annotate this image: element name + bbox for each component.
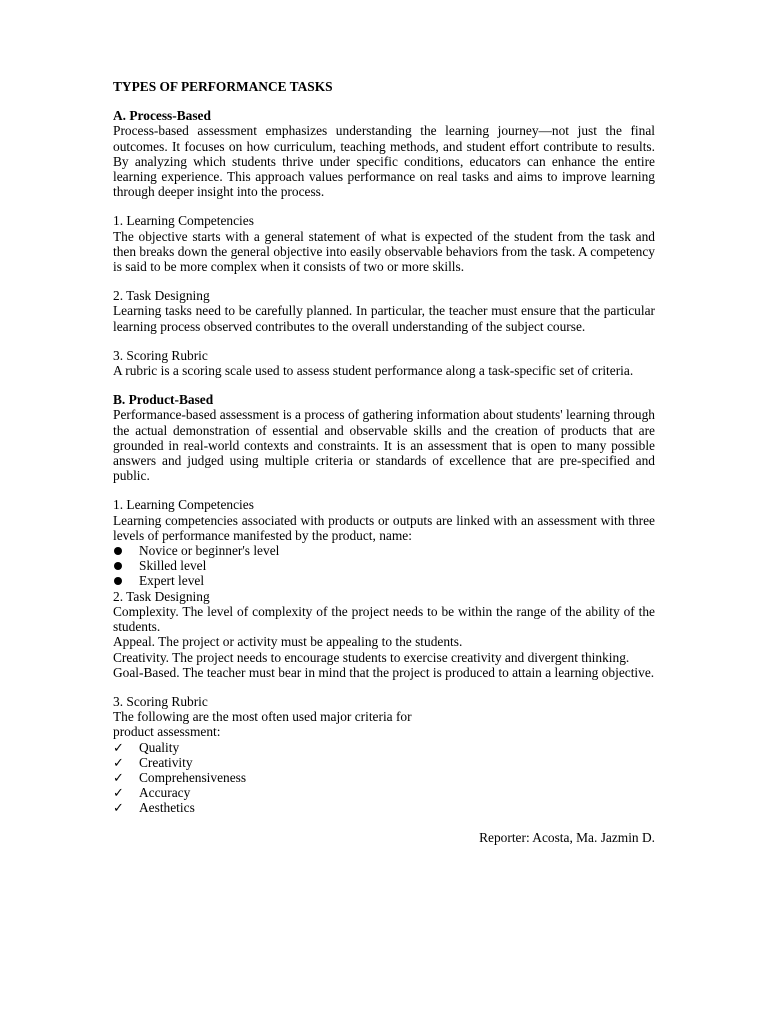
section-a-heading: A. Process-Based [113, 108, 211, 124]
list-item: ✓ Accuracy [113, 785, 191, 801]
section-a-intro: Process-based assessment emphasizes understanding the learning journey—not just the final outcomes. It focuses on how curriculum, teaching methods, and student effort contribute to results. By analyzing which students thrive under specific conditions, educators can enhance the entire learning experience. This approach values performance on real tasks and aims to improve learning through deeper insight into the process. [113, 123, 655, 200]
reporter-credit: Reporter: Acosta, Ma. Jazmin D. [479, 829, 655, 845]
section-b-heading: B. Product-Based [113, 392, 214, 408]
check-mark-icon: ✓ [113, 754, 124, 770]
section-b-designing-heading: 2. Task Designing [113, 588, 210, 604]
list-item: ✓ Creativity [113, 754, 193, 770]
design-item-complexity: Complexity. The level of complexity of the project needs to be within the range of the ability of the students. [113, 603, 655, 635]
section-a-rubric-heading: 3. Scoring Rubric [113, 347, 208, 363]
criteria-list [113, 740, 655, 816]
list-item: ✓ Aesthetics [113, 800, 195, 816]
list-item: Expert level [113, 573, 655, 588]
bullet-icon [114, 577, 122, 585]
section-b-rubric-line2: product assessment: [113, 724, 221, 740]
list-item: Novice or beginner's level [113, 543, 655, 558]
section-b-competencies-text: Learning competencies associated with products or outputs are linked with an assessment with three levels of performance manifested by the product, name: [113, 512, 655, 543]
design-item-goal-based: Goal-Based. The teacher must bear in mind that the project is produced to attain a learning objective. [113, 664, 655, 680]
performance-levels-list [113, 543, 655, 589]
section-product-based [113, 392, 655, 815]
design-item-creativity: Creativity. The project needs to encourage students to exercise creativity and divergent thinking. [113, 649, 630, 665]
check-mark-icon: ✓ [113, 739, 124, 755]
document-body [113, 79, 655, 845]
section-a-competencies-text: The objective starts with a general statement of what is expected of the student from the task and then breaks down the general objective into easily observable behaviors from the task. A competency is said to be more complex when it consists of two or more skills. [113, 228, 655, 275]
bullet-icon [114, 562, 122, 570]
design-item-appeal: Appeal. The project or activity must be appealing to the students. [113, 634, 463, 650]
check-mark-icon: ✓ [113, 785, 124, 801]
list-item: ✓ Quality [113, 739, 180, 755]
list-item: ✓ Comprehensiveness [113, 769, 247, 785]
bullet-icon [114, 547, 122, 555]
section-a-designing-text: Learning tasks need to be carefully planned. In particular, the teacher must ensure that the particular learning process observed contributes to the overall understanding of the subject course. [113, 303, 655, 334]
list-item: Skilled level [113, 558, 655, 573]
section-process-based [113, 108, 655, 378]
section-b-intro: Performance-based assessment is a process of gathering information about students' learning through the actual demonstration of essential and observable skills and the creation of products that are grounded in real-world contexts and constraints. It is an assessment that is open to many possible answers and judged using multiple criteria or standards of excellence that are pre-specified and public. [113, 407, 655, 484]
section-a-competencies-heading: 1. Learning Competencies [113, 213, 254, 229]
section-b-rubric-heading: 3. Scoring Rubric [113, 693, 208, 709]
section-a-designing-heading: 2. Task Designing [113, 288, 210, 304]
section-b-rubric-line1: The following are the most often used major criteria for [113, 709, 412, 725]
section-a-rubric-text: A rubric is a scoring scale used to assess student performance along a task-specific set of criteria. [113, 363, 634, 379]
section-b-competencies-heading: 1. Learning Competencies [113, 497, 254, 513]
document-title: TYPES OF PERFORMANCE TASKS [113, 79, 333, 94]
check-mark-icon: ✓ [113, 800, 124, 816]
check-mark-icon: ✓ [113, 769, 124, 785]
